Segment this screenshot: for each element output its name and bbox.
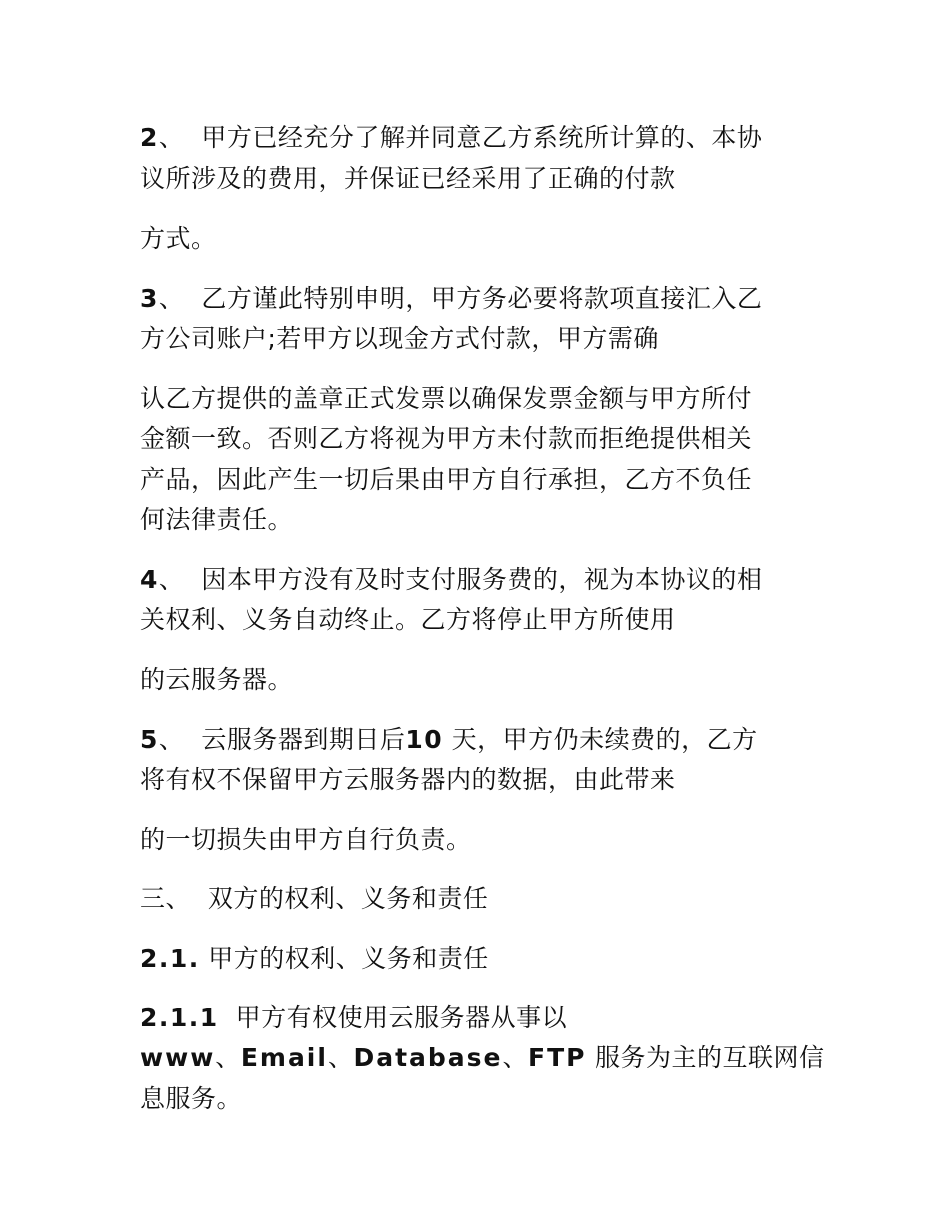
item-3-line-4: 金额一致。否则乙方将视为甲方未付款而拒绝提供相关 [140,424,753,453]
item-5-line-3: 的一切损失由甲方自行负责。 [140,825,472,854]
clause-2-1-1-line-1 [140,1001,567,1035]
clause-2-1-1-number: 2.1.1 [140,1003,219,1032]
subsection-2-1-heading [140,942,489,976]
item-2-number: 2 [140,123,159,152]
item-5-line-2: 将有权不保留甲方云服务器内的数据，由此带来 [140,765,676,794]
subsection-2-1-title: 甲方的权利、义务和责任 [208,944,489,973]
item-2-line-3: 方式。 [140,224,217,253]
item-4-text-1: 因本甲方没有及时支付服务费的，视为本协议的相 [201,565,763,594]
service-sep-3: 、 [502,1043,529,1072]
item-2-text-1: 甲方已经充分了解并同意乙方系统所计算的、本协 [201,123,763,152]
clause-2-1-1-text-2: 服务为主的互联网信 [594,1043,825,1072]
item-4-separator: 、 [158,565,185,594]
item-3-line-3: 认乙方提供的盖章正式发票以确保发票金额与甲方所付 [140,384,753,413]
section-3-title: 双方的权利、义务和责任 [207,884,489,913]
clause-2-1-1-text-1: 甲方有权使用云服务器从事以 [235,1003,568,1032]
service-www: www [140,1043,216,1072]
service-database: Database [353,1043,503,1072]
item-5-days: 10 [405,725,444,754]
item-3-line-6: 何法律责任。 [140,505,294,534]
item-5-text-pre: 云服务器到期日后 [201,725,406,754]
item-5-separator: 、 [158,725,185,754]
service-email: Email [240,1043,328,1072]
clause-2-1-1-line-3: 息服务。 [140,1084,243,1113]
item-2-separator: 、 [158,123,185,152]
item-3-text-1: 乙方谨此特别申明，甲方务必要将款项直接汇入乙 [201,284,763,313]
service-sep-2: 、 [327,1043,354,1072]
item-3-number: 3 [140,284,159,313]
section-3-number: 三、 [140,884,192,913]
item-4-line-2: 关权利、义务自动终止。乙方将停止甲方所使用 [140,605,676,634]
item-3-line-5: 产品，因此产生一切后果由甲方自行承担，乙方不负任 [140,465,753,494]
item-3-line-2: 方公司账户;若甲方以现金方式付款，甲方需确 [140,324,659,353]
item-4-number: 4 [140,565,159,594]
item-5-line-1 [140,723,758,757]
section-3-heading [140,882,488,916]
item-4-line-1 [140,563,762,597]
service-ftp: FTP [528,1043,587,1072]
item-2-line-1 [140,121,762,155]
item-5-number: 5 [140,725,159,754]
item-2-line-2: 议所涉及的费用，并保证已经采用了正确的付款 [140,164,676,193]
item-4-line-3: 的云服务器。 [140,665,294,694]
clause-2-1-1-line-2 [140,1041,824,1075]
subsection-2-1-number: 2.1. [140,944,200,973]
item-3-separator: 、 [158,284,185,313]
item-5-text-post: 天，甲方仍未续费的，乙方 [451,725,758,754]
item-3-line-1 [140,282,762,316]
service-sep-1: 、 [215,1043,241,1072]
